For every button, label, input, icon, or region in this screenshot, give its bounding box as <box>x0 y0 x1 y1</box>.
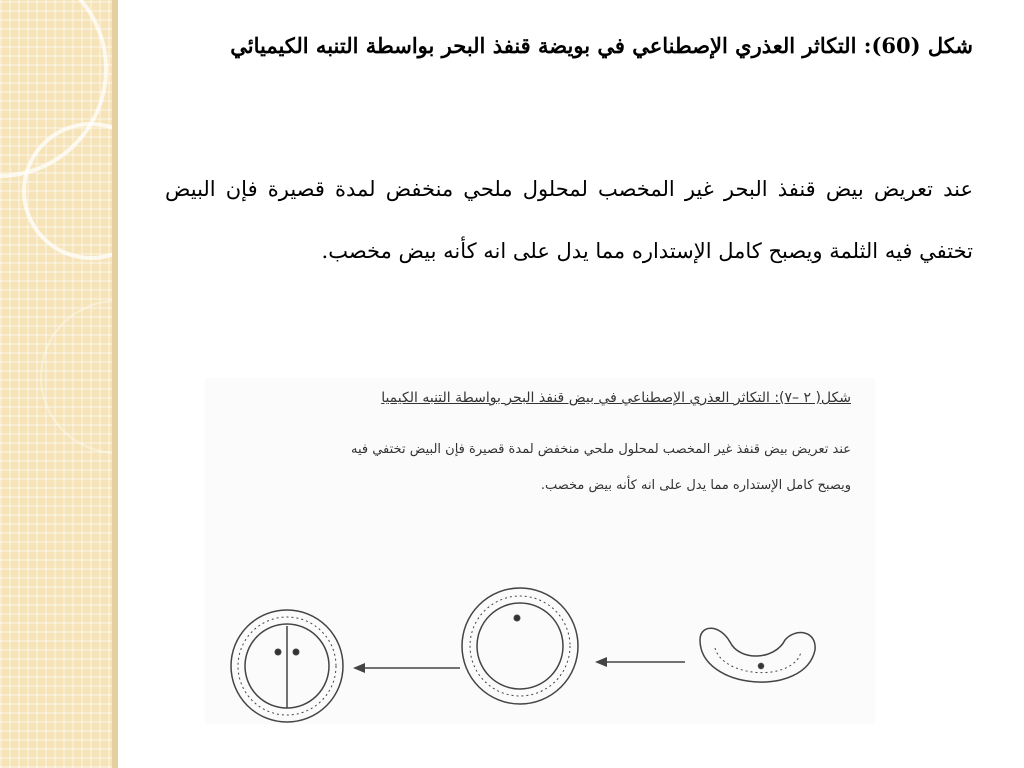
notched-egg <box>700 628 815 682</box>
scanned-figure <box>205 378 875 724</box>
two-cell-egg <box>231 610 343 722</box>
egg-diagram <box>205 578 875 724</box>
arrow-head-icon <box>353 663 365 673</box>
band-edge <box>112 0 118 768</box>
body-paragraph: عند تعريض بيض قنفذ البحر غير المخصب لمحلول ملحي منخفض لمدة قصيرة فإن البيض تختفي فيه الثلمة ويصبح كامل الإستداره مما يدل على انه كأنه بيض مخصب. <box>165 177 973 263</box>
figure-caption: شكل (60): التكاثر العذري الإصطناعي في بويضة قنفذ البحر بواسطة التنبه الكيميائي <box>230 33 973 58</box>
arrow-head-icon <box>595 657 607 667</box>
decorative-side-band <box>0 0 112 768</box>
figure-scan-title: شكل( ٢ –٧): التكاثر العذري الإصطناعي في بيض قنفذ البحر بواسطة التنبه الكيميا <box>381 390 851 406</box>
round-egg <box>462 588 578 704</box>
figure-scan-line: عند تعريض بيض قنفذ غير المخصب لمحلول ملحي منخفض لمدة قصيرة فإن البيض تختفي فيه <box>350 442 851 457</box>
figure-scan-line: ويصبح كامل الإستداره مما يدل على انه كأنه بيض مخصب. <box>540 478 851 493</box>
decorative-ring <box>40 300 112 454</box>
